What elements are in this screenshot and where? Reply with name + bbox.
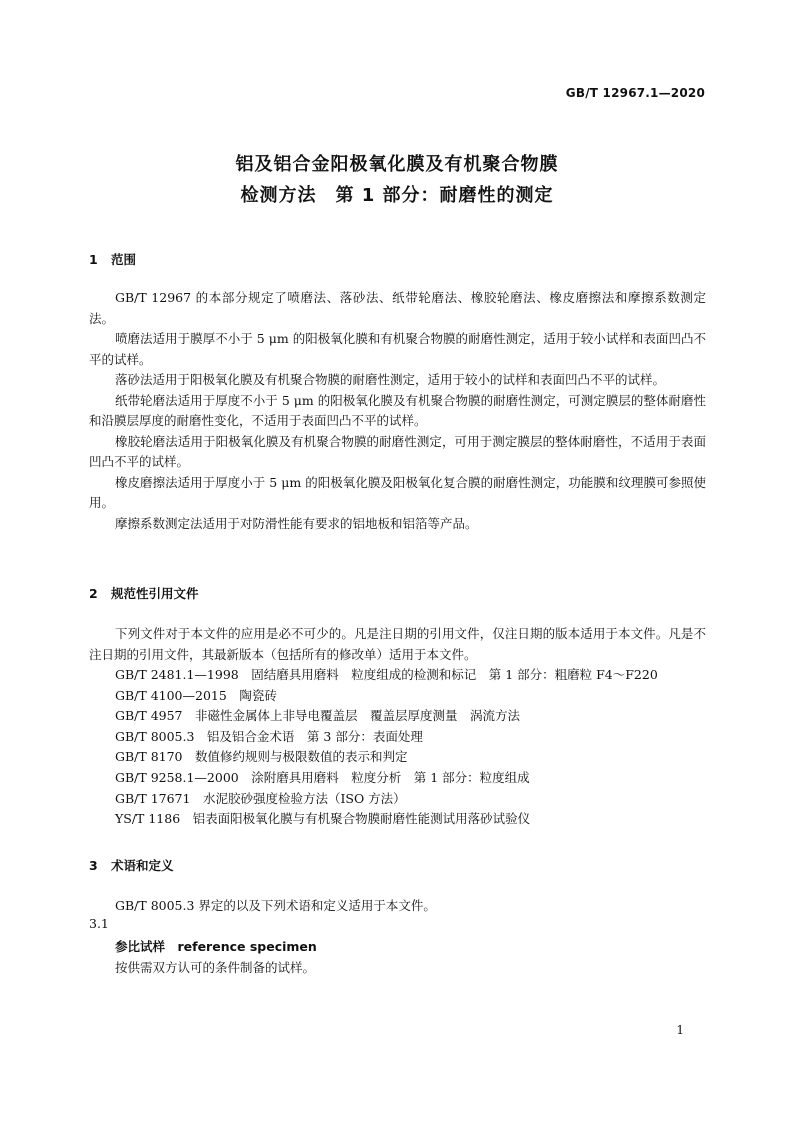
section-3-intro: [89, 896, 706, 917]
section-3-heading: [89, 856, 174, 874]
paragraph: 落砂法适用于阳极氧化膜及有机聚合物膜的耐磨性测定，适用于较小的试样和表面凹凸不平的试样。: [115, 372, 666, 387]
paragraph: GB/T 12967 的本部分规定了喷磨法、落砂法、纸带轮磨法、橡胶轮磨法、橡皮磨擦法和摩擦系数测定法。: [89, 290, 706, 326]
reference-item: YS/T 1186 铝表面阳极氧化膜与有机聚合物膜耐磨性能测试用落砂试验仪: [115, 811, 531, 827]
reference-item: GB/T 9258.1—2000 涂附磨具用磨料 粒度分析 第 1 部分：粒度组成: [115, 769, 530, 785]
section-2-heading: [89, 584, 199, 602]
paragraph: 喷磨法适用于膜厚不小于 5 μm 的阳极氧化膜和有机聚合物膜的耐磨性测定，适用于较小试样和表面凹凸不平的试样。: [89, 331, 706, 367]
reference-item: GB/T 4957 非磁性金属体上非导电覆盖层 覆盖层厚度测量 涡流方法: [115, 708, 521, 724]
term-name: 参比试样 reference specimen: [115, 939, 317, 954]
paragraph: 下列文件对于本文件的应用是必不可少的。凡是注日期的引用文件，仅注日期的版本适用于本文件。凡是不注日期的引用文件，其最新版本（包括所有的修改单）适用于本文件。: [89, 626, 706, 662]
reference-item: GB/T 8005.3 铝及铝合金术语 第 3 部分：表面处理: [115, 728, 423, 744]
section-2-intro: [89, 624, 706, 665]
document-title-line2: 检测方法 第 1 部分：耐磨性的测定: [240, 185, 554, 206]
page-number: 1: [676, 1023, 684, 1037]
section-number: 3: [89, 858, 98, 873]
section-title: 范围: [111, 252, 137, 267]
section-title: 规范性引用文件: [111, 586, 199, 601]
reference-list: [115, 665, 715, 830]
document-title-line1: 铝及铝合金阳极氧化膜及有机聚合物膜: [235, 154, 559, 175]
paragraph: 橡胶轮磨法适用于阳极氧化膜及有机聚合物膜的耐磨性测定，可用于测定膜层的整体耐磨性，不适用于表面凹凸不平的试样。: [89, 433, 706, 469]
reference-item: GB/T 8170 数值修约规则与极限数值的表示和判定: [115, 749, 408, 765]
standard-code: GB/T 12967.1—2020: [565, 86, 705, 100]
section-1-heading: [89, 250, 136, 268]
section-number: 1: [89, 252, 98, 267]
paragraph: 橡皮磨擦法适用于厚度小于 5 μm 的阳极氧化膜及阳极氧化复合膜的耐磨性测定，功能膜和纹理膜可参照使用。: [89, 474, 706, 510]
paragraph: 纸带轮磨法适用于厚度不小于 5 μm 的阳极氧化膜及有机聚合物膜的耐磨性测定，可测定膜层的整体耐磨性和沿膜层厚度的耐磨性变化，不适用于表面凹凸不平的试样。: [89, 392, 706, 428]
section-number: 2: [89, 586, 98, 601]
section-title: 术语和定义: [111, 858, 174, 873]
reference-item: GB/T 2481.1—1998 固结磨具用磨料 粒度组成的检测和标记 第 1 部分：粗磨粒 F4～F220: [115, 667, 658, 682]
reference-item: GB/T 17671 水泥胶砂强度检验方法（ISO 方法）: [115, 790, 406, 806]
paragraph: GB/T 8005.3 界定的以及下列术语和定义适用于本文件。: [115, 898, 436, 913]
term-definition: 按供需双方认可的条件制备的试样。: [115, 960, 316, 975]
paragraph: 摩擦系数测定法适用于对防滑性能有要求的铝地板和铝箔等产品。: [115, 515, 478, 531]
term-number: 3.1: [89, 916, 109, 931]
reference-item: GB/T 4100—2015 陶瓷砖: [115, 687, 277, 703]
section-1-body: [89, 288, 706, 534]
